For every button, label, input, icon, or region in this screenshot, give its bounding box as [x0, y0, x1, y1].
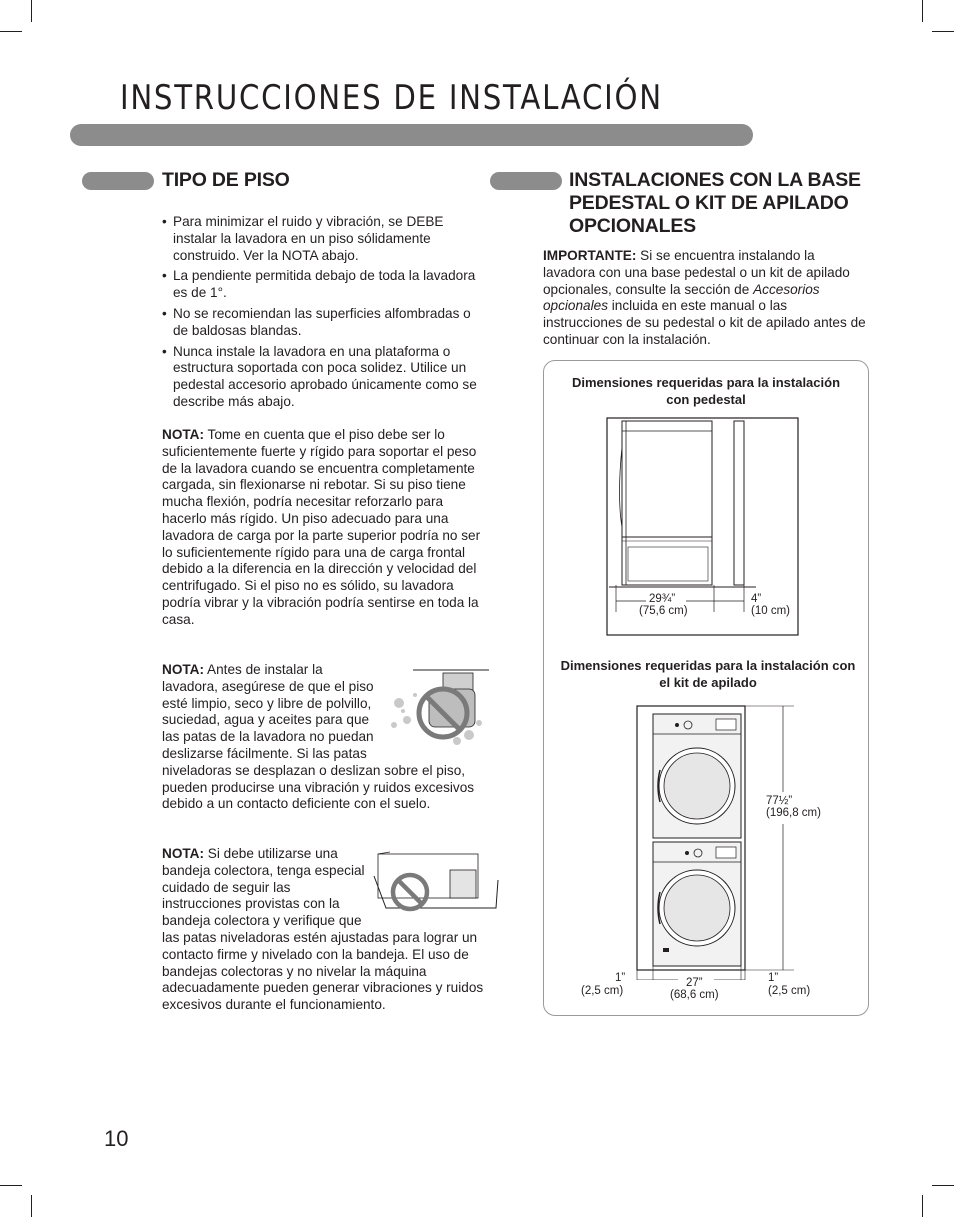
note-paragraph-2	[162, 662, 487, 813]
note-text: Tome en cuenta que el piso debe ser lo suficientemente fuerte y rígido para soportar el peso de la lavadora cuando se encuentra completamente cargada, sin flexionarse ni rebotar. Si su piso tiene mucha flexión, podría necesitar reforzarlo para hacerlo más rígido. Un piso adecuado para una lavadora de carga por la parte superior podría no ser lo suficientemente rígido para una de carga frontal debido a la diferencia en la dirección y velocidad del centrifugado. Si el piso no es sólido, su lavadora podría vibrar y la vibración podría sentirse en toda la casa.	[162, 427, 481, 627]
stack-width-cm: (68,6 cm)	[670, 989, 719, 1001]
important-italic-text: Accesorios opcionales	[543, 281, 820, 314]
note-label: NOTA:	[162, 427, 205, 442]
note-text: Antes de instalar la lavadora, asegúrese de que el piso esté limpio, seco y libre de polvillo, suciedad, agua y aceites para que las patas de la lavadora no puedan deslizarse fácilmente. Si las patas niveladoras se desplazan o deslizan sobre el piso, pueden producirse una vibración y ruidos excesivos debido a un contacto deficiente con el suelo.	[162, 662, 475, 812]
page-title: INSTRUCCIONES DE INSTALACIÓN	[120, 78, 663, 118]
bullet-item: • La pendiente permitida debajo de toda la lavadora es de 1°.	[162, 268, 487, 302]
diagram-caption-pedestal: Dimensiones requeridas para la instalación con pedestal	[571, 375, 841, 407]
important-text: Si se encuentra instalando la lavadora con una base pedestal o un kit de apilado opcionales, consulte la sección de	[543, 248, 850, 297]
stack-right-gap-in: 1”	[768, 972, 779, 984]
section-marker	[490, 172, 562, 190]
note-text: Si debe utilizarse una bandeja colectora, tenga especial cuidado de seguir las instrucciones provistas con la bandeja colectora y verifique que las patas niveladoras estén ajustadas para lograr un contacto firme y nivelado con la bandeja. El uso de bandejas colectoras y no nivelar la máquina adecuadamente pueden generar vibraciones y ruidos excesivos durante el funcionamiento.	[162, 846, 484, 1013]
figure-spacer	[379, 662, 487, 748]
crop-mark	[922, 1195, 923, 1217]
stack-width-in: 27”	[686, 977, 703, 989]
note-paragraph-3	[162, 846, 487, 1014]
crop-mark	[932, 1185, 954, 1186]
bullet-item: • Para minimizar el ruido y vibración, se DEBE instalar la lavadora en un piso sólidamente construido. Ver la NOTA abajo.	[162, 214, 487, 264]
bullet-item: • No se recomiendan las superficies alfombradas o de baldosas blandas.	[162, 306, 487, 340]
note-paragraph-1	[162, 427, 487, 629]
pedestal-gap-in: 4”	[751, 593, 762, 605]
note-label: NOTA:	[162, 846, 205, 861]
pedestal-diagram	[606, 417, 800, 637]
important-label: IMPORTANTE:	[543, 248, 637, 263]
title-bar	[70, 124, 753, 146]
crop-mark	[0, 1185, 22, 1186]
crop-mark	[0, 31, 22, 32]
stacking-kit-diagram	[580, 700, 800, 980]
floor-bullets	[162, 214, 487, 415]
pedestal-width-cm: (75,6 cm)	[639, 605, 688, 617]
bullet-item: • Nunca instale la lavadora en una plataforma o estructura soportada con poca solidez. Utilice un pedestal accesorio aprobado únicamente como se describe más abajo.	[162, 344, 487, 411]
section-heading-pedestal: INSTALACIONES CON LA BASE PEDESTAL O KIT DE APILADO OPCIONALES	[569, 169, 861, 237]
stack-left-gap-cm: (2,5 cm)	[581, 985, 624, 997]
crop-mark	[31, 1195, 32, 1217]
important-text: incluida en este manual o las instrucciones de su pedestal o kit de apilado antes de continuar con la instalación.	[543, 298, 866, 347]
section-heading-floor: TIPO DE PISO	[162, 169, 290, 191]
pedestal-gap-cm: (10 cm)	[751, 605, 790, 617]
stack-height-in: 77½”	[766, 795, 793, 807]
crop-mark	[31, 0, 32, 22]
diagram-caption-stacking: Dimensiones requeridas para la instalación con el kit de apilado	[560, 658, 856, 690]
pedestal-width-in: 29¾”	[649, 593, 676, 605]
crop-mark	[922, 0, 923, 22]
crop-mark	[932, 31, 954, 32]
stack-height-cm: (196,8 cm)	[766, 807, 821, 819]
stack-left-gap-in: 1”	[615, 972, 626, 984]
important-paragraph	[543, 248, 868, 349]
stack-right-gap-cm: (2,5 cm)	[768, 985, 811, 997]
page-number: 10	[104, 1126, 129, 1151]
section-marker	[82, 172, 154, 190]
figure-spacer	[369, 846, 487, 924]
note-label: NOTA:	[162, 662, 205, 677]
